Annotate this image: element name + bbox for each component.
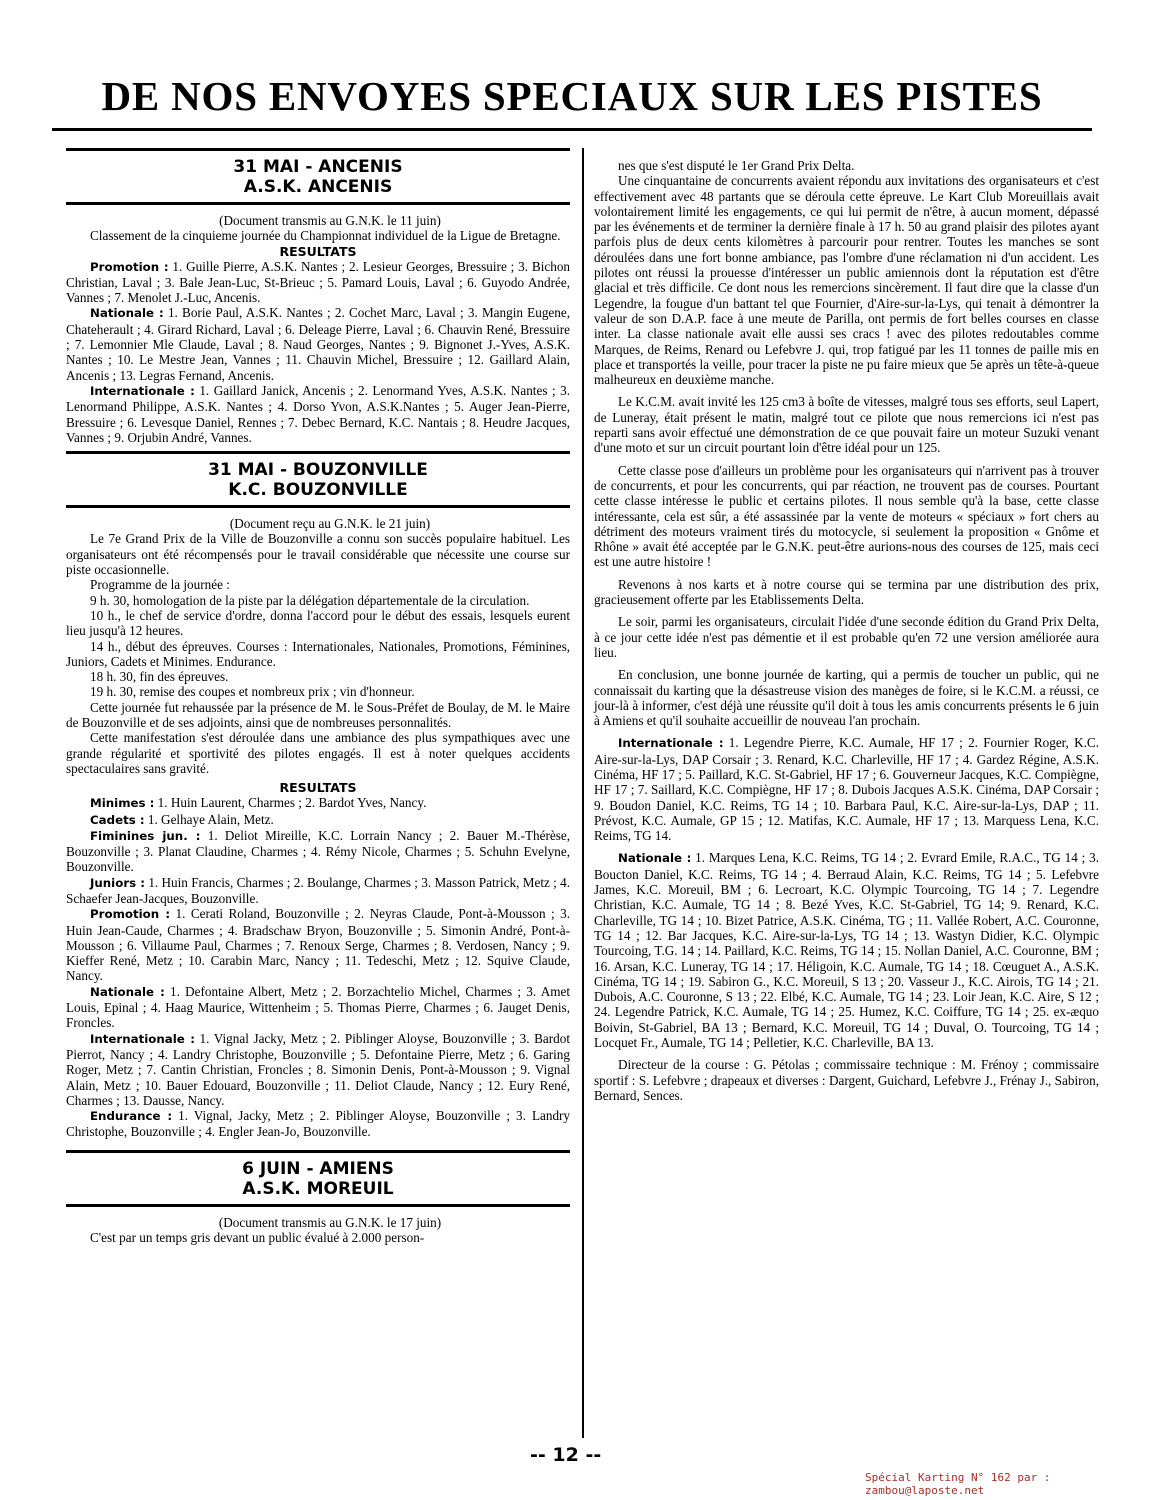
paragraph: Revenons à nos karts et à notre course qui se termina par une distribution des prix, gracieusement offerte par les Etablissements Delta. <box>594 576 1099 608</box>
section-club: A.S.K. MOREUIL <box>242 1178 394 1199</box>
category-results: 1. Marques Lena, K.C. Reims, TG 14 ; 2. Evrard Emile, R.A.C., TG 14 ; 3. Boucton Daniel, K.C. Reims, TG 14 ; 4. Berraud Alain, K.C. Reims, TG 14 ; 5. Lefebvre James, K.C. Moreuil, BM ; 6. Lecroart, K.C. Olympic Tourcoing, TG 14 ; 7. Legendre Christian, K.C. Aumale, TG 14 ; 8. Bezé Yves, K.C. St-Gabriel, TG 14; 9. Renard, K.C. Charleville, TG 14 ; 10. Bizet Patrice, A.S.K. Cinéma, TG ; 11. Vallée Robert, A.C. Couronne, TG 14 ; 12. Bar Jacques, K.C. Aire-sur-la-Lys, TG 14 ; 13. Wastyn Didier, K.C. Olympic Tourcoing, T.G. 14 ; 14. Paillard, K.C. Reims, TG 14 ; 15. Nollan Daniel, A.C. Couronne, BM ; 16. Arsan, K.C. Luneray, TG 14 ; 17. Héligoin, K.C. Aumale, TG 14 ; 18. Cœuguet A., A.S.K. Cinéma, TG 14 ; 19. Sabiron G., K.C. Moreuil, S 13 ; 20. Vasseur J., K.C. Airois, TG 14 ; 21. Dubois, A.C. Couronne, S 13 ; 22. Elbé, K.C. Aumale, TG 14 ; 23. Loir Jean, K.C. Aire, S 12 ; 24. Legendre Patrick, K.C. Aumale, TG 14 ; 25. Humez, K.C. Coiffure, TG 14 ; 25. ex-æquo Boivin, St-Gabriel, BA 13 ; Bernard, K.C. Moreuil, TG 14 ; Duval, O. Tourcoing, TG 14 ; Locquet Fr., Aumale, TG 14 ; Pelletier, K.C. Charleville, BA 13. <box>594 850 1099 1051</box>
category-label: Promotion : <box>90 259 169 274</box>
paragraph: 14 h., début des épreuves. Courses : Internationales, Nationales, Promotions, Féminines, Juniors, Cadets et Minimes. Endurance. <box>66 638 570 669</box>
masthead-rule <box>52 128 1092 131</box>
category-label: Minimes : <box>90 796 155 811</box>
paragraph: 19 h. 30, remise des coupes et nombreux prix ; vin d'honneur. <box>90 684 415 700</box>
column-divider <box>582 148 584 1438</box>
category-results: 1. Cerati Roland, Bouzonville ; 2. Neyras Claude, Pont-à-Mousson ; 3. Huin Jean-Caude, Charmes ; 4. Bradschaw Bryon, Bouzonville ; 5. Simonin André, Pont-à-Mousson ; 6. Villaume Paul, Charmes ; 7. Renoux Serge, Charmes ; 8. Verdosen, Nancy ; 9. Kieffer René, Metz ; 10. Carabin Marc, Nancy ; 11. Tedeschi, Metz ; 12. Squive Claude, Nancy. <box>66 906 570 984</box>
result-juniors <box>66 875 570 907</box>
paragraph: 9 h. 30, homologation de la piste par la délégation départementale de la circulation. <box>90 592 530 608</box>
paragraph: Le K.C.M. avait invité les 125 cm3 à boîte de vitesses, malgré tous ses efforts, seul Lapert, de Luneray, était présent le matin, malgré tout ce pilote que nous remercions ici n'est pas reparti sans avoir effectué une démonstration de ce que pouvait faire un moteur Suzuki venant d'une moto et sur un circuit pourtant loin d'être idéal pour un 125. <box>594 394 1099 456</box>
left-column <box>66 148 570 1245</box>
result-cadets <box>66 812 570 828</box>
right-column <box>594 158 1099 1103</box>
category-results: 1. Legendre Pierre, K.C. Aumale, HF 17 ; 2. Fournier Roger, K.C. Aire-sur-la-Lys, DAP Corsair ; 3. Renard, K.C. Charleville, HF 17 ; 4. Gardez Régine, A.S.K. Cinéma, HF 17 ; 5. Paillard, K.C. St-Gabriel, HF 17 ; 6. Gouverneur Jacques, K.C. Compiègne, HF 17 ; 7. Saillard, K.C. Compiègne, HF 17 ; 8. Dubois Jacques A.S.K. Cinéma, DAP Corsair ; 9. Boudon Daniel, K.C. Reims, TG 14 ; 10. Barbara Paul, K.C. Aire-sur-la-Lys, DAP ; 11. Prévost, K.C. Aumale, GP 15 ; 12. Matifas, K.C. Aumale, HF 17 ; 13. Marquess Lena, K.C. Reims, TG 14. <box>594 735 1099 844</box>
section-title: 6 JUIN - AMIENS <box>242 1158 394 1179</box>
category-results: 1. Defontaine Albert, Metz ; 2. Borzachtelio Michel, Charmes ; 3. Amet Louis, Epinal ; 4. Haag Maurice, Wittenheim ; 5. Thomas Pierre, Charmes ; 6. Jauget Denis, Froncles. <box>66 983 570 1031</box>
paragraph: 10 h., le chef de service d'ordre, donna l'accord pour le début des essais, lesquels eurent lieu jusqu'à 12 heures. <box>66 607 570 639</box>
result-feminines <box>66 828 570 875</box>
category-results: 1. Borie Paul, A.S.K. Nantes ; 2. Cochet Marc, Laval ; 3. Mangin Eugene, Chateherault ; 4. Girard Richard, Laval ; 6. Deleage Pierre, Laval ; 6. Chauvin René, Bressuire ; 7. Lemonnier Mle Claude, Laval ; 8. Naud Georges, Nantes ; 9. Bignonet J.-Yves, A.S.K. Nantes ; 10. Le Mestre Jean, Vannes ; 11. Chauvin Michel, Bressuire ; 12. Gaillard Alain, Ancenis ; 13. Legras Fernand, Ancenis. <box>66 305 571 383</box>
category-label: Promotion : <box>90 907 171 922</box>
masthead-title: DE NOS ENVOYES SPECIAUX SUR LES PISTES <box>101 73 1043 119</box>
category-label: Nationale : <box>618 851 692 866</box>
category-label: Nationale : <box>90 306 164 321</box>
category-label: Internationale : <box>618 736 724 751</box>
paragraph: En conclusion, une bonne journée de karting, qui a permis de toucher un public, qui ne connaissait du karting que la désastreuse vision des manèges de foire, si le K.C.M. a réussi, ce jour-là à informer, c'est déjà une réussite qu'il doit à tous les amis concurrents présents le 6 juin à Amiens et qu'il souhaite accueillir de nouveau l'an prochain. <box>594 667 1099 729</box>
result-internationale <box>66 1031 570 1108</box>
paragraph: Classement de la cinquieme journée du Championnat individuel de la Ligue de Bretagne. <box>90 228 561 244</box>
paragraph: Cette journée fut rehaussée par la présence de M. le Sous-Préfet de Boulay, de M. le Maire de Bouzonville et de ses adjoints, ainsi que de nombreuses personnalités. <box>66 699 570 731</box>
result-internationale <box>66 383 570 445</box>
results-heading: RESULTATS <box>279 780 357 796</box>
paragraph: Cette classe pose d'ailleurs un problème pour les organisateurs qui n'arrivent pas à trouver de concurrents, et pour les concurrents, qui par réaction, ne trouvent pas de courses. Pourtant cette classe intéresse le public et certains pilotes. Il nous semble qu'à la base, cette classe intéressante, cela est sûr, a été assassinée par la vente de moteurs « spéciaux » fort chers au détriment des moteurs vraiment tirés du motocycle, si seulement la proposition « Gnôme et Rhône » avait été acceptée par le G.N.K. peut-être aurions-nous des courses de 125, mais ceci est une autre histoire ! <box>594 462 1099 570</box>
result-internationale <box>594 735 1099 843</box>
result-nationale <box>66 305 570 382</box>
results-heading: RESULTATS <box>279 243 357 259</box>
category-results: 1. Huin Laurent, Charmes ; 2. Bardot Yves, Nancy. <box>157 795 427 811</box>
category-results: 1. Gaillard Janick, Ancenis ; 2. Lenormand Yves, A.S.K. Nantes ; 3. Lenormand Philippe, A.S.K. Nantes ; 4. Dorso Yvon, A.S.K.Nantes ; 5. Auger Jean-Pierre, Bressuire ; 6. Levesque Daniel, Rennes ; 7. Debec Bernard, K.C. Nantais ; 8. Heudre Jacques, Vannes ; 9. Orjubin André, Vannes. <box>66 382 571 445</box>
paragraph: Programme de la journée : <box>90 577 230 593</box>
category-results: 1. Huin Francis, Charmes ; 2. Boulange, Charmes ; 3. Masson Patrick, Metz ; 4. Schaefer Jean-Jacques, Bouzonville. <box>66 874 571 906</box>
section-heading-bouzonville <box>66 451 570 508</box>
section-heading-ancenis <box>66 148 570 205</box>
paragraph: Cette manifestation s'est déroulée dans une ambiance des plus sympathiques avec une grande régularité et sportivité des pilotes engagés. Il est à noter quelques accidents spectaculaires sans gravité. <box>66 730 570 776</box>
result-minimes <box>66 795 570 811</box>
category-label: Endurance : <box>90 1109 173 1124</box>
paragraph: Directeur de la course : G. Pétolas ; commissaire technique : M. Frénoy ; commissaire sportif : S. Lefebvre ; drapeaux et diverses : Dargent, Guichard, Lefebvre J., Frénay J., Sabiron, Bernard, Sences. <box>594 1057 1099 1103</box>
paragraph: Le 7e Grand Prix de la Ville de Bouzonville a connu son succès populaire habituel. Les organisateurs ont été récompensés pour le travail considérable que nécessite une course sur piste occasionnelle. <box>66 531 570 578</box>
category-label: Juniors : <box>90 875 146 890</box>
result-promotion <box>66 259 570 306</box>
result-nationale <box>594 850 1099 1050</box>
category-results: 1. Guille Pierre, A.S.K. Nantes ; 2. Lesieur Georges, Bressuire ; 3. Bichon Christian, Laval ; 3. Bale Jean-Luc, St-Brieuc ; 5. Pamard Louis, Laval ; 6. Guyodo Andrée, Vannes ; 7. Menolet J.-Luc, Ancenis. <box>66 258 571 306</box>
category-results: 1. Vignal Jacky, Metz ; 2. Piblinger Aloyse, Bouzonville ; 3. Bardot Pierrot, Nancy ; 4. Landry Christophe, Bouzonville ; 5. Defontaine Pierre, Metz ; 6. Garing Roger, Metz ; 7. Cantin Christian, Froncles ; 8. Simonin Denis, Pont-à-Mousson ; 9. Vignal Alain, Metz ; 10. Bauer Edouard, Bouzonville ; 11. Deliot Claude, Nancy ; 12. Eury René, Charmes ; 13. Dausse, Nancy. <box>66 1030 571 1108</box>
document-note: (Document transmis au G.N.K. le 11 juin) <box>219 213 441 228</box>
paragraph: C'est par un temps gris devant un public évalué à 2.000 person- <box>90 1230 425 1246</box>
section-title: 31 MAI - ANCENIS <box>233 157 403 177</box>
paragraph: Le soir, parmi les organisateurs, circulait l'idée d'une seconde édition du Grand Prix Delta, à ce jour cette idée n'est pas démentie et il est probable qu'en 72 une version améliorée aura lieu. <box>594 614 1099 660</box>
section-heading-amiens <box>66 1150 570 1207</box>
category-label: Internationale : <box>90 383 195 398</box>
category-label: Internationale : <box>90 1031 195 1046</box>
result-nationale <box>66 984 570 1031</box>
category-label: Nationale : <box>90 984 165 999</box>
category-label: Fiminines jun. : <box>90 828 201 843</box>
category-results: 1. Vignal, Jacky, Metz ; 2. Piblinger Aloyse, Bouzonville ; 3. Landry Christophe, Bouzonville ; 4. Engler Jean-Jo, Bouzonville. <box>66 1108 571 1140</box>
section-club: A.S.K. ANCENIS <box>243 177 393 197</box>
paragraph: 18 h. 30, fin des épreuves. <box>90 669 229 685</box>
category-results: 1. Deliot Mireille, K.C. Lorrain Nancy ; 2. Bauer M.-Thérèse, Bouzonville ; 3. Planat Claudine, Charmes ; 4. Rémy Nicole, Charmes ; 5. Schuhn Evelyne, Bouzonville. <box>66 827 570 875</box>
result-endurance <box>66 1108 570 1140</box>
paragraph: nes que s'est disputé le 1er Grand Prix Delta. <box>618 158 855 173</box>
section-title: 31 MAI - BOUZONVILLE <box>208 460 428 481</box>
document-note: (Document transmis au G.N.K. le 17 juin) <box>218 1214 442 1230</box>
paragraph: Une cinquantaine de concurrents avaient répondu aux invitations des organisateurs et c'est effectivement avec 48 partants que se déroula cette épreuve. Le Kart Club Moreuillais avait volontairement limité les engagements, ce qui lui permit de n'être, à aucun moment, dépassé par les événements et de terminer la dernière finale à 17 h. 50 au grand plaisir des pilotes ayant parfois plus de deux cents kilomètres à parcourir pour rentrer. Toutes les manches se sont déroulées dans une fort bonne ambiance, pas l'ombre d'une réclamation ni d'un accident. Les pilotes ont réussi la prouesse d'intéresser un public amiennois dont la réputation est d'être glacial et très difficile. Ce dont nous les remercions sincèrement. Il faut dire que la classe d'un Legendre, la fougue d'un battant tel que Fournier, d'Aire-sur-la-Lys, qui tenait à démontrer la valeur de son D.A.P. face à une meute de Parilla, ont permis de fort belles courses en classe inter. La classe nationale avait elle aussi ses cracs ! avec des pilotes redoutables comme Marques, de Reims, Renard ou Lefebvre J. qui, trop fatigué par les 11 tonnes de paille mis en place et transportés la veille, pour tracer la piste ne pu faire mieux que 5e après un tête-à-queue malheureux en deuxième manche. <box>594 173 1099 388</box>
section-club: K.C. BOUZONVILLE <box>228 480 408 501</box>
category-label: Cadets : <box>90 812 145 827</box>
document-note: (Document reçu au G.N.K. le 21 juin) <box>229 516 431 532</box>
page-number: -- 12 -- <box>530 1444 602 1466</box>
credit-line: Spécial Karting N° 162 par : zambou@laposte.net <box>865 1471 1051 1497</box>
category-results: 1. Gelhaye Alain, Metz. <box>147 811 274 827</box>
result-promotion <box>66 906 570 983</box>
